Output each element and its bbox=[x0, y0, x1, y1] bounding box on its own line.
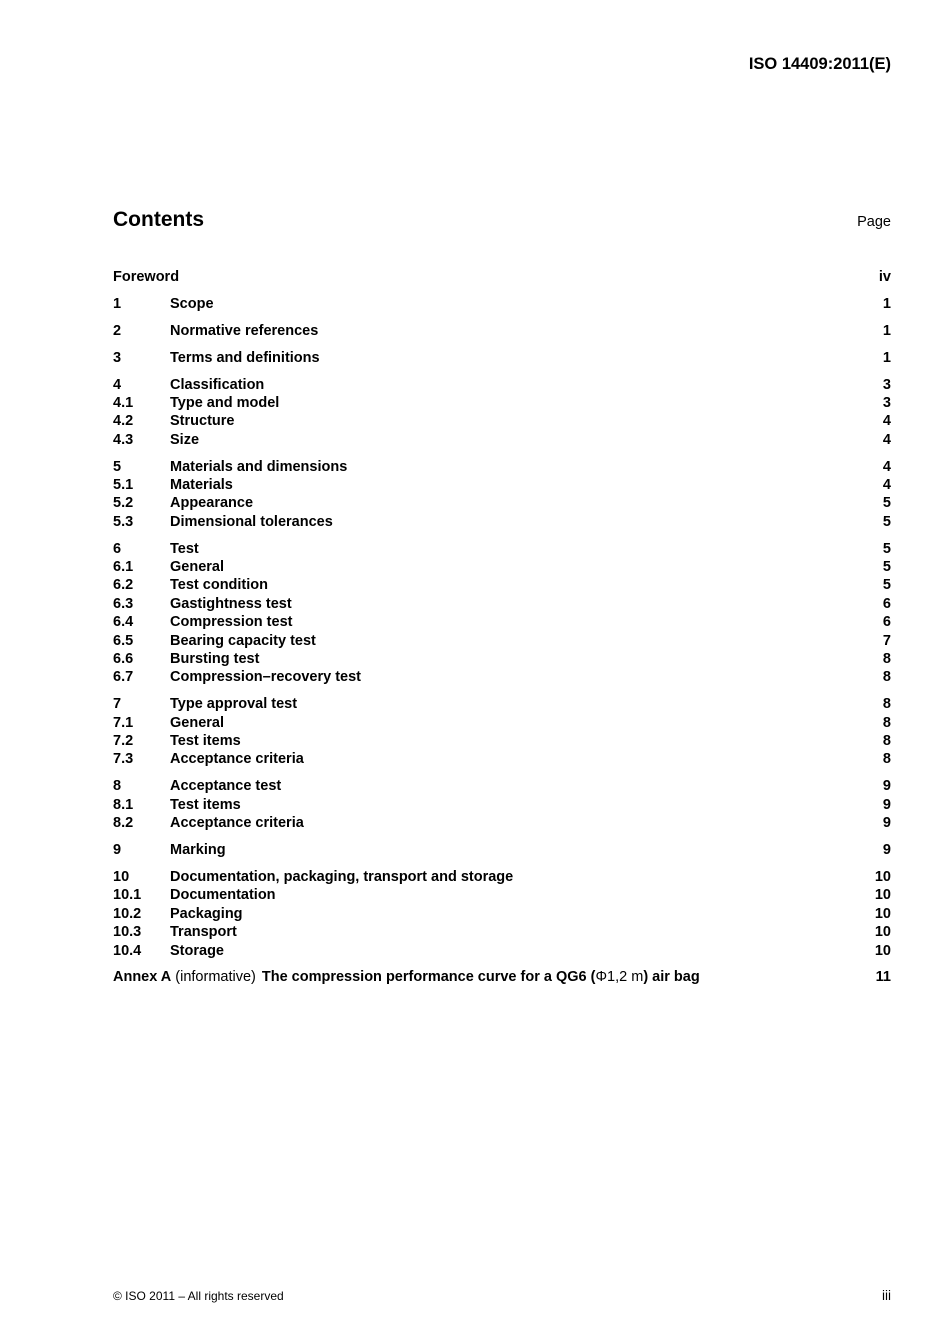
toc-entry[interactable] bbox=[113, 431, 891, 449]
page-number: iii bbox=[882, 1288, 891, 1303]
toc-entry-number: 5 bbox=[113, 458, 122, 475]
toc-entry-number: 10.4 bbox=[113, 942, 142, 959]
toc-group bbox=[113, 349, 891, 367]
toc-entry[interactable] bbox=[113, 576, 891, 594]
toc-annex-entry[interactable] bbox=[113, 968, 891, 986]
toc-group bbox=[113, 295, 891, 313]
toc-entry-page: 6 bbox=[882, 595, 891, 612]
toc-entry-number: 4.2 bbox=[113, 413, 134, 430]
toc-entry-number: 5.2 bbox=[113, 495, 134, 512]
toc-entry-page: 9 bbox=[882, 842, 891, 859]
toc-entry-title: Materials and dimensions bbox=[170, 458, 348, 475]
toc-entry-title: Acceptance criteria bbox=[170, 815, 304, 832]
toc-entry-page: 3 bbox=[882, 394, 891, 411]
toc-entry-title: Compression–recovery test bbox=[170, 669, 361, 686]
toc-entry[interactable] bbox=[113, 814, 891, 832]
toc-entry[interactable] bbox=[113, 322, 891, 340]
toc-entry-title: Structure bbox=[170, 413, 235, 430]
toc-entry-number: 6.2 bbox=[113, 577, 134, 594]
toc-entry[interactable] bbox=[113, 349, 891, 367]
toc-entry[interactable] bbox=[113, 750, 891, 768]
toc-entry-number: 5.1 bbox=[113, 477, 134, 494]
toc-entry[interactable] bbox=[113, 295, 891, 313]
toc-group bbox=[113, 322, 891, 340]
toc-entry-page: 1 bbox=[882, 349, 891, 366]
toc-group bbox=[113, 458, 891, 532]
toc-entry-page: 10 bbox=[874, 942, 891, 959]
toc-entry[interactable] bbox=[113, 394, 891, 412]
toc-entry-title: Classification bbox=[170, 376, 265, 393]
toc-entry[interactable] bbox=[113, 412, 891, 430]
toc-entry-page: 1 bbox=[882, 322, 891, 339]
toc-entry-title: Gastightness test bbox=[170, 595, 292, 612]
toc-group bbox=[113, 695, 891, 769]
toc-entry-page: 9 bbox=[882, 815, 891, 832]
toc-entry-number: 6.7 bbox=[113, 669, 134, 686]
toc-entry[interactable] bbox=[113, 732, 891, 750]
toc-entry-number: 10.1 bbox=[113, 887, 142, 904]
toc-entry-number: 8.2 bbox=[113, 815, 134, 832]
toc-entry-page: 5 bbox=[882, 540, 891, 557]
toc-entry[interactable] bbox=[113, 613, 891, 631]
toc-entry[interactable] bbox=[113, 540, 891, 558]
toc-entry-title: Foreword bbox=[113, 269, 180, 285]
toc-entry[interactable] bbox=[113, 796, 891, 814]
toc-entry[interactable] bbox=[113, 668, 891, 686]
toc-group bbox=[113, 376, 891, 450]
toc-entry-title: Dimensional tolerances bbox=[170, 513, 333, 530]
annex-title-symbol: Φ1,2 m bbox=[595, 969, 644, 986]
toc-group bbox=[113, 268, 891, 286]
toc-entry-page: 9 bbox=[882, 778, 891, 795]
document-identifier: ISO 14409:2011(E) bbox=[748, 55, 891, 73]
toc-entry-number: 6.3 bbox=[113, 595, 134, 612]
toc-entry-page: 4 bbox=[882, 458, 891, 475]
toc-group bbox=[113, 540, 891, 687]
toc-entry-page: 8 bbox=[882, 696, 891, 713]
toc-entry[interactable] bbox=[113, 777, 891, 795]
toc-entry-page: 8 bbox=[882, 651, 891, 668]
toc-entry[interactable] bbox=[113, 494, 891, 512]
toc-group bbox=[113, 841, 891, 859]
toc-entry-title: Packaging bbox=[170, 905, 243, 922]
toc-entry[interactable] bbox=[113, 268, 891, 286]
toc-entry-page: 5 bbox=[882, 577, 891, 594]
toc-page-column-label: Page bbox=[857, 214, 891, 230]
toc-entry-number: 6.5 bbox=[113, 632, 134, 649]
page-footer bbox=[113, 1288, 891, 1303]
toc-entry-page: 8 bbox=[882, 733, 891, 750]
toc-entry-title: Type and model bbox=[170, 394, 280, 411]
toc-entry-title: Storage bbox=[170, 942, 224, 959]
toc-entry[interactable] bbox=[113, 650, 891, 668]
toc-entry-page: 4 bbox=[882, 477, 891, 494]
toc-entry-number: 4 bbox=[113, 376, 122, 393]
toc-entry-number: 8.1 bbox=[113, 796, 134, 813]
toc-entry-number: 5.3 bbox=[113, 513, 134, 530]
toc-entry-number: 1 bbox=[113, 295, 122, 312]
toc-entry-page: 10 bbox=[874, 887, 891, 904]
toc-entry-title: Bursting test bbox=[170, 651, 260, 668]
toc-entry-page: 3 bbox=[882, 376, 891, 393]
toc-entry-title: Terms and definitions bbox=[170, 349, 320, 366]
toc-entry-title: Documentation, packaging, transport and storage bbox=[170, 868, 514, 885]
toc-entry[interactable] bbox=[113, 714, 891, 732]
toc-entry-page: 8 bbox=[882, 669, 891, 686]
toc-entry-title: Compression test bbox=[170, 614, 293, 631]
table-of-contents bbox=[113, 268, 891, 987]
toc-entry-number: 7 bbox=[113, 696, 122, 713]
toc-entry[interactable] bbox=[113, 458, 891, 476]
toc-entry-title: Scope bbox=[170, 295, 214, 312]
toc-entry-number: 3 bbox=[113, 349, 122, 366]
toc-entry-page: iv bbox=[878, 269, 891, 285]
toc-entry-number: 7.2 bbox=[113, 733, 134, 750]
toc-entry-page: 4 bbox=[882, 413, 891, 430]
copyright-notice: © ISO 2011 – All rights reserved bbox=[113, 1289, 284, 1303]
toc-entry-number: 4.3 bbox=[113, 431, 134, 448]
toc-entry-page: 10 bbox=[874, 924, 891, 941]
toc-entry-title: Marking bbox=[170, 842, 226, 859]
toc-entry-title: Test items bbox=[170, 796, 241, 813]
toc-entry-number: 6.1 bbox=[113, 559, 134, 576]
toc-entry-title: Normative references bbox=[170, 322, 319, 339]
toc-entry-page: 8 bbox=[882, 714, 891, 731]
toc-entry-number: 10.2 bbox=[113, 905, 142, 922]
toc-entry-number: 6 bbox=[113, 540, 122, 557]
toc-entry-title: General bbox=[170, 559, 224, 576]
toc-entry-title: Documentation bbox=[170, 887, 276, 904]
toc-entry-page: 5 bbox=[882, 559, 891, 576]
toc-entry-number: 9 bbox=[113, 842, 122, 859]
toc-entry[interactable] bbox=[113, 841, 891, 859]
toc-entry[interactable] bbox=[113, 923, 891, 941]
toc-entry[interactable] bbox=[113, 476, 891, 494]
toc-entry[interactable] bbox=[113, 695, 891, 713]
toc-entry-title: General bbox=[170, 714, 224, 731]
toc-entry-page: 4 bbox=[882, 431, 891, 448]
toc-entry-page: 9 bbox=[882, 796, 891, 813]
toc-entry-number: 4.1 bbox=[113, 394, 134, 411]
toc-entry-number: 7.1 bbox=[113, 714, 134, 731]
toc-entry-title: Acceptance criteria bbox=[170, 751, 304, 768]
toc-entry-title: Type approval test bbox=[170, 696, 298, 713]
toc-entry-title: Bearing capacity test bbox=[170, 632, 316, 649]
toc-entry[interactable] bbox=[113, 558, 891, 576]
toc-entry[interactable] bbox=[113, 632, 891, 650]
toc-header bbox=[113, 208, 891, 232]
annex-title-end: ) air bag bbox=[643, 969, 700, 986]
toc-entry-number: 6.6 bbox=[113, 651, 134, 668]
toc-entry[interactable] bbox=[113, 595, 891, 613]
toc-entry[interactable] bbox=[113, 513, 891, 531]
toc-entry-title: Appearance bbox=[170, 495, 254, 512]
toc-entry[interactable] bbox=[113, 868, 891, 886]
toc-entry-number: 2 bbox=[113, 322, 122, 339]
toc-entry-page: 8 bbox=[882, 751, 891, 768]
toc-entry-number: 6.4 bbox=[113, 614, 134, 631]
toc-group bbox=[113, 868, 891, 960]
annex-label: Annex A bbox=[113, 969, 172, 986]
toc-entry-page: 5 bbox=[882, 513, 891, 530]
annex-title: The compression performance curve for a QG6 ( bbox=[261, 969, 596, 986]
toc-entry-title: Materials bbox=[170, 477, 233, 494]
toc-entry-page: 10 bbox=[874, 868, 891, 885]
toc-entry-page: 10 bbox=[874, 905, 891, 922]
toc-entry[interactable] bbox=[113, 905, 891, 923]
toc-entry-number: 10.3 bbox=[113, 924, 142, 941]
toc-entry-title: Test items bbox=[170, 733, 241, 750]
toc-entry-page: 7 bbox=[882, 632, 891, 649]
toc-entry-title: Transport bbox=[170, 924, 237, 941]
toc-entry[interactable] bbox=[113, 942, 891, 960]
toc-entry-page: 11 bbox=[875, 969, 891, 986]
toc-entry[interactable] bbox=[113, 376, 891, 394]
toc-entry-title: Test bbox=[170, 540, 199, 557]
toc-group bbox=[113, 777, 891, 832]
toc-title: Contents bbox=[113, 208, 204, 231]
toc-entry-number: 8 bbox=[113, 778, 122, 795]
annex-kind: (informative) bbox=[175, 969, 256, 986]
toc-entry-number: 10 bbox=[113, 868, 130, 885]
toc-entry[interactable] bbox=[113, 886, 891, 904]
toc-entry-title: Acceptance test bbox=[170, 778, 282, 795]
toc-entry-title: Size bbox=[170, 431, 200, 448]
toc-entry-page: 5 bbox=[882, 495, 891, 512]
toc-entry-page: 1 bbox=[882, 295, 891, 312]
toc-entry-title: Test condition bbox=[170, 577, 269, 594]
toc-entry-page: 6 bbox=[882, 614, 891, 631]
toc-entry-number: 7.3 bbox=[113, 751, 134, 768]
